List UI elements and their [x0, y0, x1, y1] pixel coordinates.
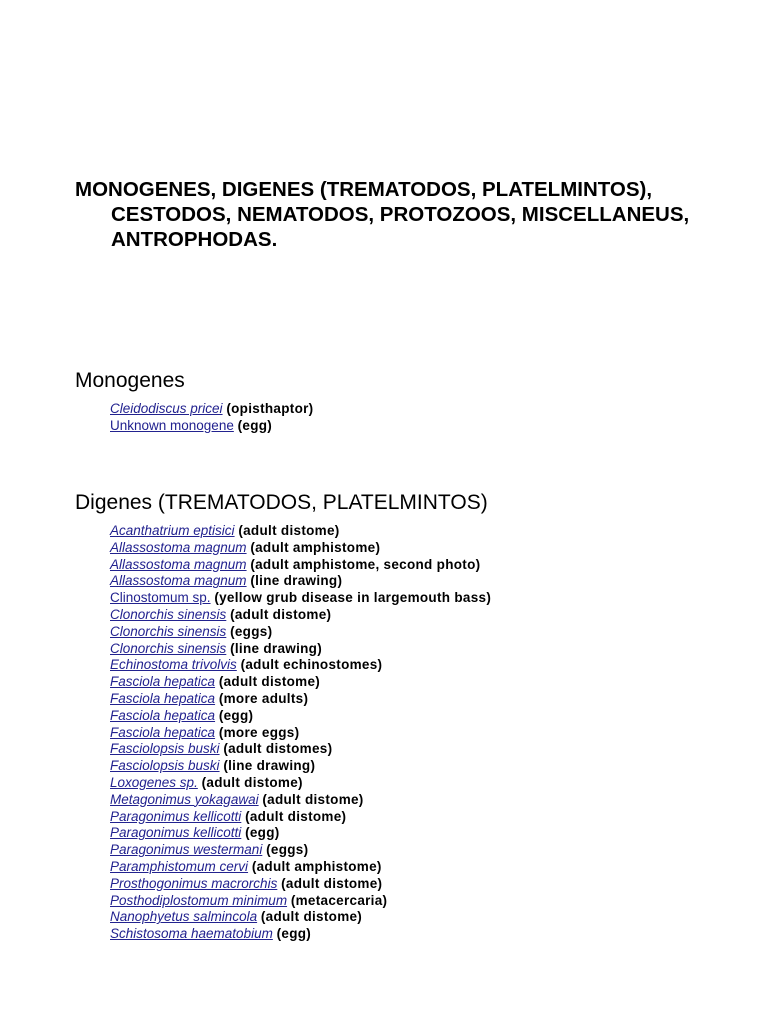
species-link[interactable]: Paramphistomum cervi	[110, 858, 249, 874]
species-link[interactable]: Fasciola hepatica	[110, 724, 216, 740]
species-link[interactable]: Metagonimus yokagawai	[110, 791, 259, 807]
species-link[interactable]: Loxogenes sp.	[110, 774, 198, 790]
list-item	[110, 523, 491, 540]
species-link[interactable]: Fasciola hepatica	[110, 674, 216, 690]
entry-note: (adult distomes)	[223, 741, 333, 757]
species-link[interactable]: Clonorchis sinensis	[110, 606, 227, 622]
list-item	[110, 624, 491, 641]
entry-note: (egg)	[276, 926, 312, 942]
list-item	[110, 641, 491, 658]
species-link[interactable]: Fasciola hepatica	[110, 690, 216, 706]
list-item	[110, 926, 491, 943]
section-heading-digenes: Digenes (TREMATODOS, PLATELMINTOS)	[75, 491, 488, 514]
entry-note: (eggs)	[230, 623, 273, 639]
species-link[interactable]: Paragonimus westermani	[110, 842, 263, 858]
entry-note: (line drawing)	[230, 640, 323, 656]
monogenes-list	[110, 401, 313, 435]
species-link[interactable]: Cleidodiscus pricei	[110, 401, 223, 416]
entry-note: (adult amphistome)	[251, 858, 382, 874]
species-link[interactable]: Fasciolopsis buski	[110, 758, 220, 774]
list-item	[110, 825, 491, 842]
species-link[interactable]: Clinostomum sp.	[110, 590, 211, 606]
entry-note: (adult distome)	[262, 791, 364, 807]
entry-note: (opisthaptor)	[226, 401, 314, 416]
entry-note: (metacercaria)	[290, 892, 388, 908]
list-item	[110, 590, 491, 607]
entry-note: (adult distome)	[238, 523, 340, 538]
page-title: MONOGENES, DIGENES (TREMATODOS, PLATELMINTOS), CESTODOS, NEMATODOS, PROTOZOOS, MISCELLANEUS, ANTROPHODAS.	[75, 178, 690, 251]
list-item	[110, 792, 491, 809]
list-item	[110, 859, 491, 876]
list-item	[110, 607, 491, 624]
list-item	[110, 809, 491, 826]
entry-note: (adult distome)	[281, 875, 383, 891]
list-item	[110, 842, 491, 859]
entry-note: (adult distome)	[230, 606, 332, 622]
entry-note: (adult distome)	[260, 909, 363, 925]
species-link[interactable]: Fasciolopsis buski	[110, 741, 220, 757]
species-link[interactable]: Clonorchis sinensis	[110, 623, 227, 639]
species-link[interactable]: Paragonimus kellicotti	[110, 825, 242, 841]
entry-note: (more adults)	[218, 690, 309, 706]
species-link[interactable]: Allassostoma magnum	[110, 556, 247, 572]
entry-note: (adult amphistome)	[250, 539, 381, 555]
species-link[interactable]: Fasciola hepatica	[110, 707, 216, 723]
entry-note: (egg)	[245, 825, 280, 841]
species-link[interactable]: Acanthatrium eptisici	[110, 523, 235, 538]
list-item	[110, 418, 313, 435]
entry-note: (more eggs)	[218, 724, 300, 740]
entry-note: (adult distome)	[201, 774, 303, 790]
species-link[interactable]: Allassostoma magnum	[110, 573, 247, 589]
list-item	[110, 741, 491, 758]
entry-note: (adult echinostomes)	[240, 657, 383, 673]
entry-note: (egg)	[218, 707, 254, 723]
list-item	[110, 893, 491, 910]
list-item	[110, 876, 491, 893]
species-link[interactable]: Prosthogonimus macrorchis	[110, 875, 278, 891]
list-item	[110, 540, 491, 557]
list-item	[110, 573, 491, 590]
list-item	[110, 557, 491, 574]
list-item	[110, 674, 491, 691]
species-link[interactable]: Schistosoma haematobium	[110, 926, 273, 942]
list-item	[110, 725, 491, 742]
entry-note: (yellow grub disease in largemouth bass)	[214, 590, 492, 606]
digenes-list	[110, 523, 491, 943]
species-link[interactable]: Posthodiplostomum minimum	[110, 892, 288, 908]
entry-note: (adult distome)	[245, 808, 347, 824]
entry-note: (eggs)	[266, 842, 309, 858]
list-item	[110, 691, 491, 708]
list-item	[110, 758, 491, 775]
species-link[interactable]: Echinostoma trivolvis	[110, 657, 237, 673]
entry-note: (adult distome)	[218, 674, 321, 690]
list-item	[110, 401, 313, 418]
section-heading-monogenes: Monogenes	[75, 369, 185, 392]
list-item	[110, 657, 491, 674]
species-link[interactable]: Allassostoma magnum	[110, 539, 247, 555]
entry-note: (line drawing)	[250, 573, 343, 589]
entry-note: (line drawing)	[223, 758, 316, 774]
species-link[interactable]: Nanophyetus salmincola	[110, 909, 258, 925]
species-link[interactable]: Paragonimus kellicotti	[110, 808, 242, 824]
species-link[interactable]: Clonorchis sinensis	[110, 640, 227, 656]
list-item	[110, 909, 491, 926]
species-link[interactable]: Unknown monogene	[110, 417, 234, 433]
list-item	[110, 708, 491, 725]
entry-note: (adult amphistome, second photo)	[250, 556, 481, 572]
list-item	[110, 775, 491, 792]
entry-note: (egg)	[237, 417, 273, 433]
